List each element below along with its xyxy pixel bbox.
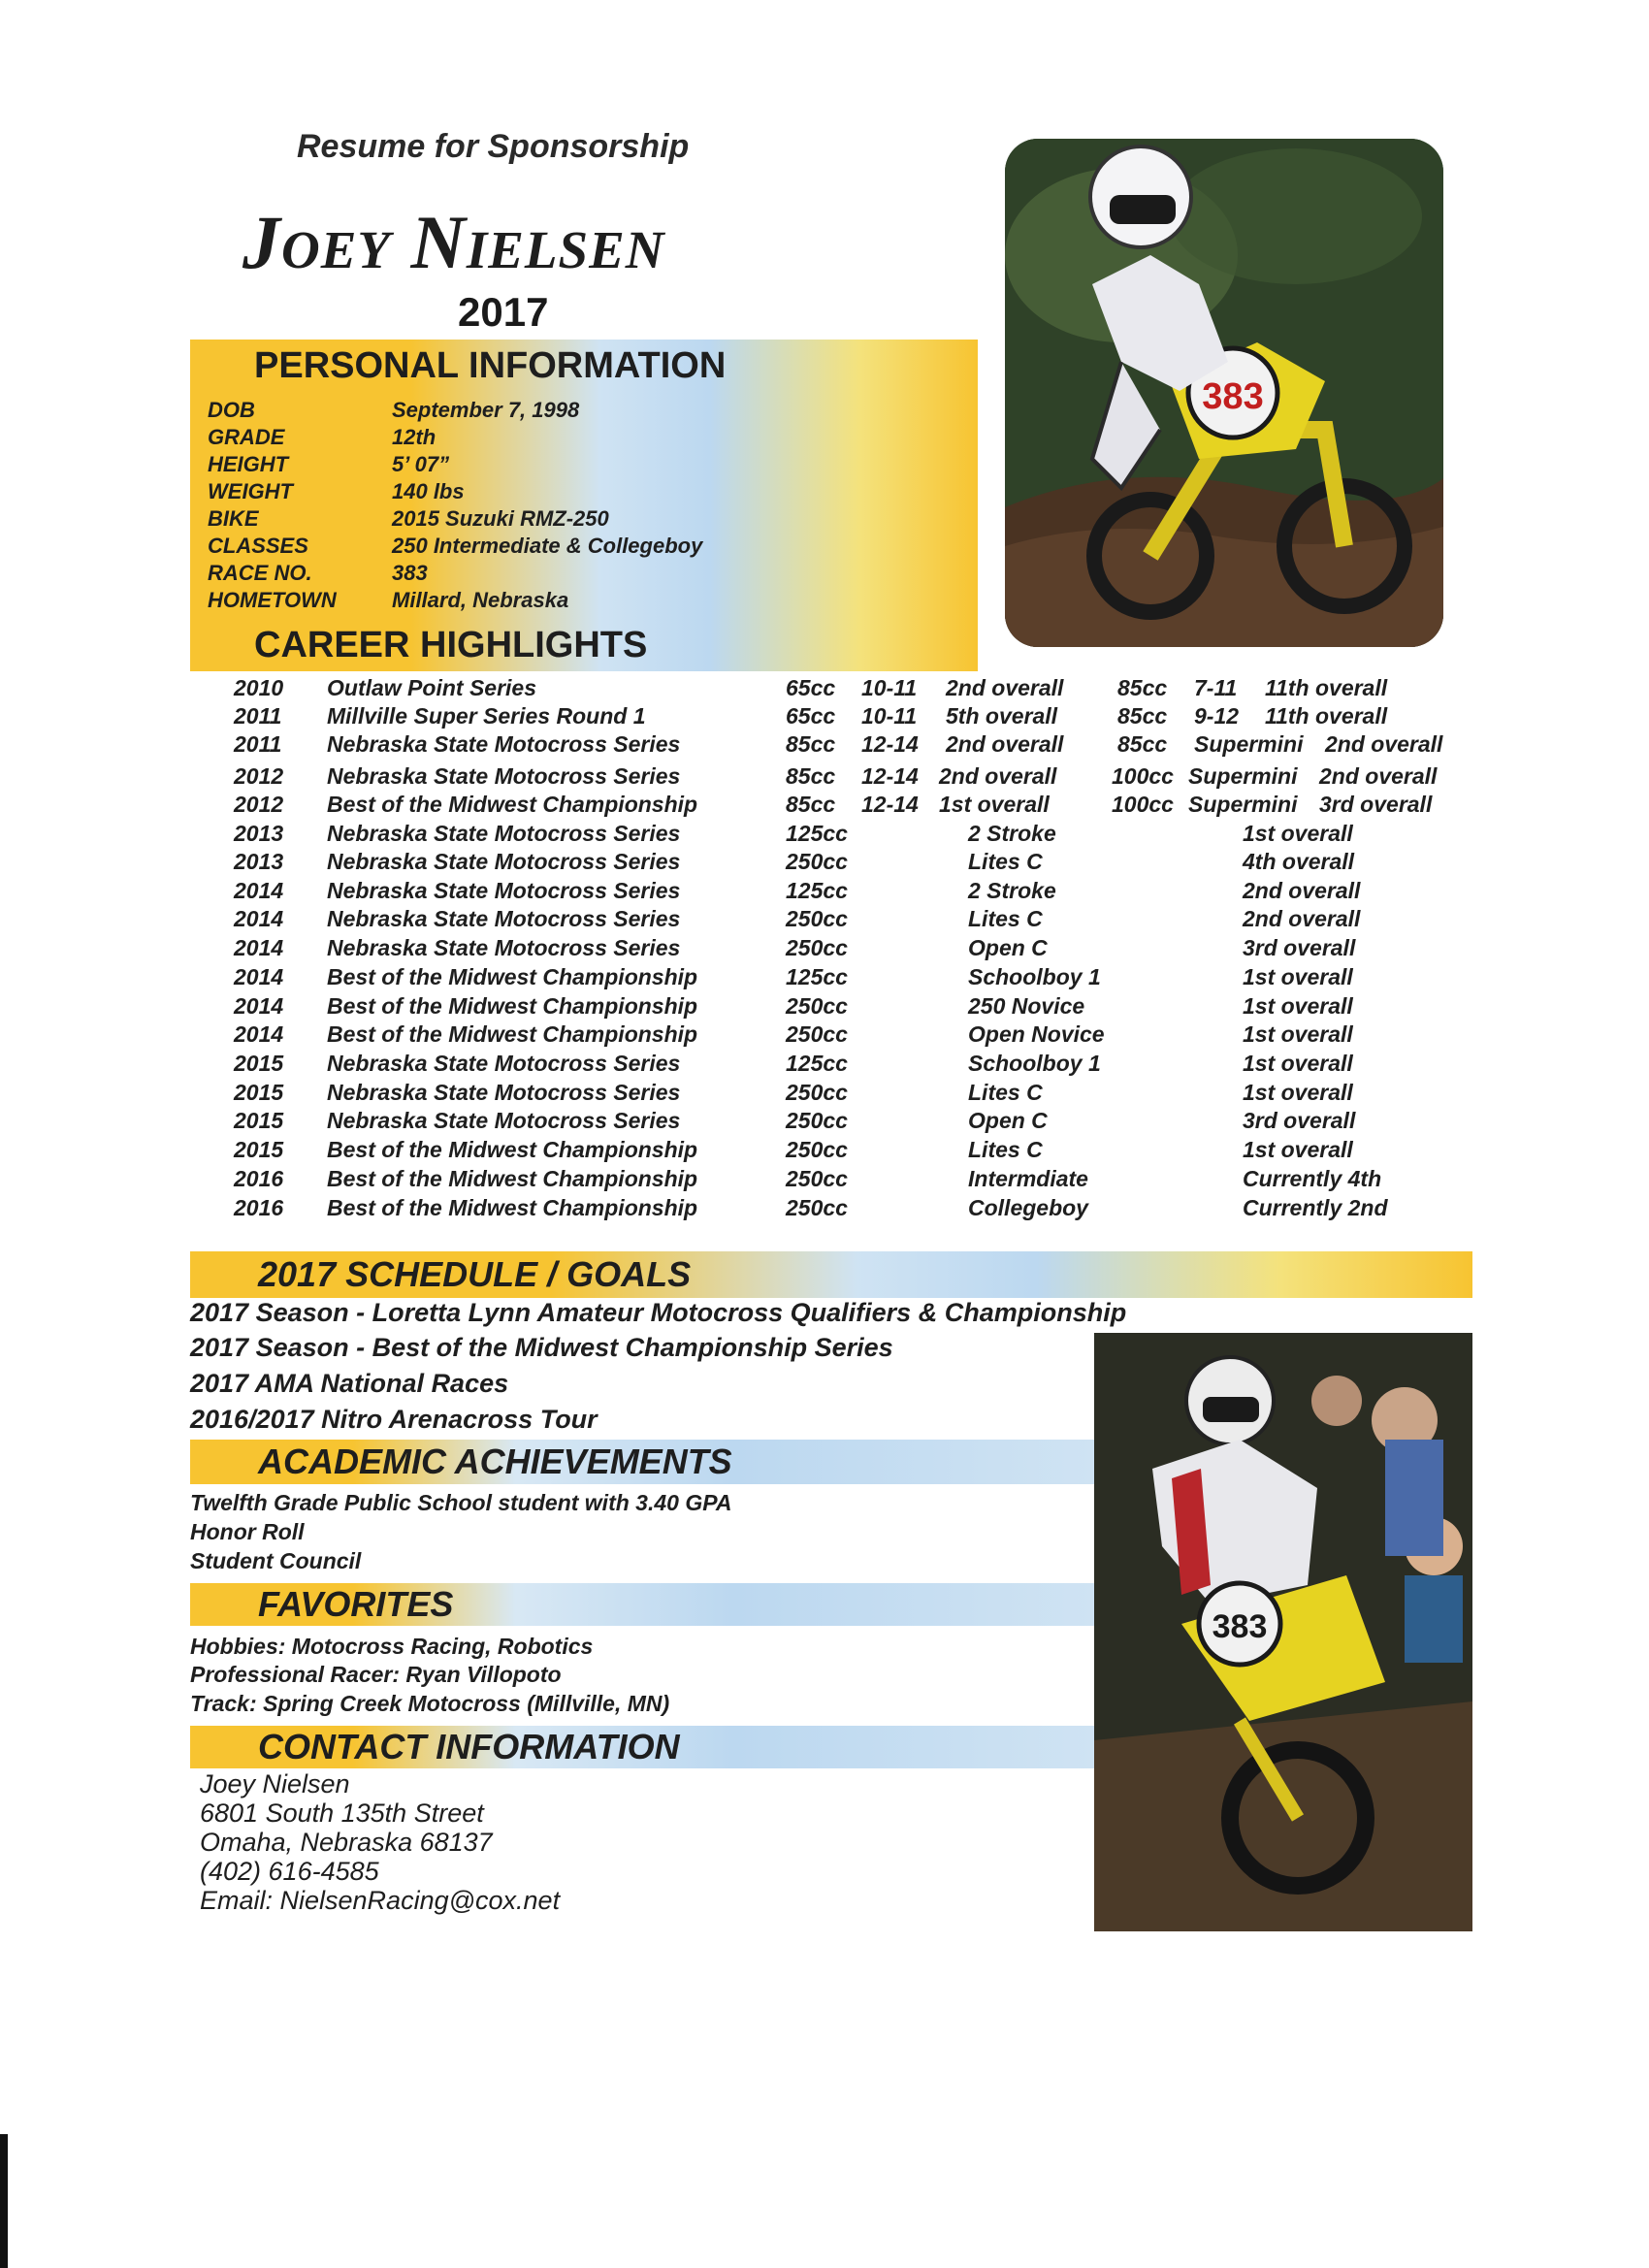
weight-value: 140 lbs bbox=[392, 479, 465, 503]
ch-result: 2nd overall bbox=[1243, 906, 1361, 931]
ch-class: Open C bbox=[968, 1108, 1048, 1133]
race-number-label: RACE NO. bbox=[208, 561, 312, 585]
resume-year: 2017 bbox=[458, 289, 549, 335]
ch-series: Nebraska State Motocross Series bbox=[327, 906, 681, 931]
ch-age: 12-14 bbox=[861, 763, 919, 789]
ch-cc: 250cc bbox=[786, 1195, 848, 1220]
ch-series: Best of the Midwest Championship bbox=[327, 1195, 698, 1220]
dob-value: September 7, 1998 bbox=[392, 398, 580, 422]
ch-cc: 250cc bbox=[786, 1137, 848, 1162]
ch-class: 2 Stroke bbox=[968, 878, 1056, 903]
bike-label: BIKE bbox=[208, 506, 259, 531]
ch-age: 10-11 bbox=[861, 675, 918, 700]
contact-city: Omaha, Nebraska 68137 bbox=[200, 1828, 493, 1857]
rider-action-photo-top bbox=[1005, 139, 1443, 647]
ch-result: 1st overall bbox=[1243, 993, 1353, 1019]
hometown-label: HOMETOWN bbox=[208, 588, 337, 612]
ch-cc: 125cc bbox=[786, 821, 848, 846]
ch-age-2: Supermini bbox=[1188, 763, 1298, 789]
ch-result: 1st overall bbox=[1243, 1137, 1353, 1162]
ch-result: 4th overall bbox=[1243, 849, 1355, 874]
ch-age: 10-11 bbox=[861, 703, 918, 729]
ch-year: 2014 bbox=[234, 878, 284, 903]
ch-class: Collegeboy bbox=[968, 1195, 1088, 1220]
grade-label: GRADE bbox=[208, 425, 285, 449]
personal-info-heading: PERSONAL INFORMATION bbox=[254, 345, 727, 386]
ch-year: 2015 bbox=[234, 1137, 284, 1162]
ch-year: 2012 bbox=[234, 792, 284, 817]
ch-year: 2012 bbox=[234, 763, 284, 789]
ch-year: 2015 bbox=[234, 1051, 284, 1076]
ch-year: 2011 bbox=[234, 731, 282, 757]
grade-value: 12th bbox=[392, 425, 436, 449]
ch-result: 2nd overall bbox=[946, 675, 1064, 700]
ch-series: Best of the Midwest Championship bbox=[327, 964, 698, 989]
academic-item: Student Council bbox=[190, 1548, 362, 1573]
ch-result-2: 2nd overall bbox=[1325, 731, 1443, 757]
personal-info-band bbox=[190, 340, 978, 671]
dob-label: DOB bbox=[208, 398, 255, 422]
ch-cc: 250cc bbox=[786, 1108, 848, 1133]
top-bib-number: 383 bbox=[1202, 376, 1264, 417]
ch-class: 2 Stroke bbox=[968, 821, 1056, 846]
ch-cc-2: 85cc bbox=[1117, 703, 1168, 729]
ch-result: 5th overall bbox=[946, 703, 1058, 729]
ch-class: 250 Novice bbox=[968, 993, 1085, 1019]
ch-result: Currently 2nd bbox=[1243, 1195, 1388, 1220]
ch-series: Millville Super Series Round 1 bbox=[327, 703, 646, 729]
ch-year: 2016 bbox=[234, 1166, 284, 1191]
ch-result: 2nd overall bbox=[946, 731, 1064, 757]
ch-series: Nebraska State Motocross Series bbox=[327, 763, 681, 789]
scan-edge-shadow bbox=[0, 2134, 8, 2268]
rider-action-photo-bottom bbox=[1094, 1333, 1472, 1931]
ch-year: 2011 bbox=[234, 703, 282, 729]
ch-cc-2: 100cc bbox=[1112, 792, 1174, 817]
ch-cc: 250cc bbox=[786, 1080, 848, 1105]
academic-item: Twelfth Grade Public School student with 3.40 GPA bbox=[190, 1490, 732, 1515]
schedule-item: 2017 AMA National Races bbox=[190, 1369, 509, 1398]
ch-year: 2014 bbox=[234, 906, 284, 931]
weight-label: WEIGHT bbox=[208, 479, 293, 503]
ch-cc: 125cc bbox=[786, 1051, 848, 1076]
ch-year: 2010 bbox=[234, 675, 284, 700]
ch-cc: 250cc bbox=[786, 906, 848, 931]
ch-age-2: 7-11 bbox=[1194, 675, 1238, 700]
ch-class: Schoolboy 1 bbox=[968, 1051, 1101, 1076]
ch-series: Best of the Midwest Championship bbox=[327, 1021, 698, 1047]
ch-result: 3rd overall bbox=[1243, 1108, 1356, 1133]
favorites-item: Hobbies: Motocross Racing, Robotics bbox=[190, 1634, 594, 1659]
ch-year: 2013 bbox=[234, 849, 284, 874]
bottom-bib-number: 383 bbox=[1212, 1608, 1268, 1645]
ch-class: Lites C bbox=[968, 1080, 1043, 1105]
ch-result: 3rd overall bbox=[1243, 935, 1356, 960]
contact-heading: CONTACT INFORMATION bbox=[258, 1727, 680, 1766]
ch-class: Open C bbox=[968, 935, 1048, 960]
ch-series: Nebraska State Motocross Series bbox=[327, 1080, 681, 1105]
ch-year: 2016 bbox=[234, 1195, 284, 1220]
ch-cc: 250cc bbox=[786, 993, 848, 1019]
schedule-heading: 2017 SCHEDULE / GOALS bbox=[258, 1254, 692, 1294]
ch-result: 1st overall bbox=[939, 792, 1050, 817]
schedule-item: 2017 Season - Loretta Lynn Amateur Motocross Qualifiers & Championship bbox=[190, 1298, 1127, 1327]
ch-year: 2014 bbox=[234, 964, 284, 989]
ch-cc-2: 100cc bbox=[1112, 763, 1174, 789]
ch-class: Lites C bbox=[968, 906, 1043, 931]
height-label: HEIGHT bbox=[208, 452, 289, 476]
ch-series: Best of the Midwest Championship bbox=[327, 1137, 698, 1162]
ch-class: Lites C bbox=[968, 1137, 1043, 1162]
ch-year: 2014 bbox=[234, 993, 284, 1019]
ch-series: Best of the Midwest Championship bbox=[327, 792, 698, 817]
ch-result: 1st overall bbox=[1243, 821, 1353, 846]
ch-cc: 125cc bbox=[786, 878, 848, 903]
favorites-item: Track: Spring Creek Motocross (Millville, MN) bbox=[190, 1691, 670, 1716]
ch-series: Nebraska State Motocross Series bbox=[327, 935, 681, 960]
ch-year: 2014 bbox=[234, 935, 284, 960]
schedule-item: 2016/2017 Nitro Arenacross Tour bbox=[190, 1405, 598, 1434]
ch-series: Outlaw Point Series bbox=[327, 675, 536, 700]
contact-email: Email: NielsenRacing@cox.net bbox=[200, 1886, 561, 1915]
ch-result: 1st overall bbox=[1243, 1080, 1353, 1105]
ch-year: 2013 bbox=[234, 821, 284, 846]
career-highlights-heading: CAREER HIGHLIGHTS bbox=[254, 625, 648, 665]
ch-class: Intermdiate bbox=[968, 1166, 1088, 1191]
ch-cc-2: 85cc bbox=[1117, 731, 1168, 757]
rider-name: Joey Nielsen bbox=[242, 200, 665, 284]
ch-year: 2015 bbox=[234, 1080, 284, 1105]
ch-cc: 250cc bbox=[786, 935, 848, 960]
classes-label: CLASSES bbox=[208, 534, 308, 558]
race-number-value: 383 bbox=[392, 561, 428, 585]
height-value: 5’ 07” bbox=[392, 452, 450, 476]
ch-result: 1st overall bbox=[1243, 964, 1353, 989]
ch-cc: 250cc bbox=[786, 849, 848, 874]
ch-series: Best of the Midwest Championship bbox=[327, 993, 698, 1019]
ch-result-2: 2nd overall bbox=[1319, 763, 1438, 789]
ch-cc: 85cc bbox=[786, 763, 836, 789]
ch-year: 2015 bbox=[234, 1108, 284, 1133]
ch-series: Nebraska State Motocross Series bbox=[327, 849, 681, 874]
ch-cc: 85cc bbox=[786, 792, 836, 817]
contact-name: Joey Nielsen bbox=[200, 1769, 350, 1798]
academic-heading: ACADEMIC ACHIEVEMENTS bbox=[258, 1442, 732, 1481]
ch-series: Nebraska State Motocross Series bbox=[327, 1108, 681, 1133]
ch-year: 2014 bbox=[234, 1021, 284, 1047]
favorites-heading: FAVORITES bbox=[258, 1584, 454, 1624]
ch-age: 12-14 bbox=[861, 731, 919, 757]
ch-age-2: Supermini bbox=[1194, 731, 1304, 757]
ch-result: 1st overall bbox=[1243, 1051, 1353, 1076]
motocross-rider-illustration bbox=[1005, 139, 1443, 647]
contact-street: 6801 South 135th Street bbox=[200, 1798, 484, 1828]
ch-result-2: 11th overall bbox=[1265, 675, 1388, 700]
ch-series: Best of the Midwest Championship bbox=[327, 1166, 698, 1191]
ch-cc: 250cc bbox=[786, 1166, 848, 1191]
contact-phone: (402) 616-4585 bbox=[200, 1857, 379, 1886]
schedule-item: 2017 Season - Best of the Midwest Championship Series bbox=[190, 1333, 893, 1362]
ch-cc: 250cc bbox=[786, 1021, 848, 1047]
document-subtitle: Resume for Sponsorship bbox=[297, 128, 690, 165]
arenacross-rider-illustration bbox=[1094, 1333, 1472, 1931]
favorites-item: Professional Racer: Ryan Villopoto bbox=[190, 1662, 562, 1687]
ch-series: Nebraska State Motocross Series bbox=[327, 821, 681, 846]
ch-class: Lites C bbox=[968, 849, 1043, 874]
ch-cc-2: 85cc bbox=[1117, 675, 1168, 700]
academic-item: Honor Roll bbox=[190, 1519, 305, 1544]
bike-value: 2015 Suzuki RMZ-250 bbox=[392, 506, 609, 531]
ch-cc: 65cc bbox=[786, 675, 836, 700]
ch-age: 12-14 bbox=[861, 792, 919, 817]
hometown-value: Millard, Nebraska bbox=[392, 588, 569, 612]
ch-age-2: Supermini bbox=[1188, 792, 1298, 817]
ch-result-2: 11th overall bbox=[1265, 703, 1388, 729]
ch-series: Nebraska State Motocross Series bbox=[327, 731, 681, 757]
ch-cc: 65cc bbox=[786, 703, 836, 729]
ch-result-2: 3rd overall bbox=[1319, 792, 1433, 817]
ch-age-2: 9-12 bbox=[1194, 703, 1240, 729]
ch-result: 2nd overall bbox=[1243, 878, 1361, 903]
ch-series: Nebraska State Motocross Series bbox=[327, 878, 681, 903]
ch-class: Open Novice bbox=[968, 1021, 1105, 1047]
ch-result: Currently 4th bbox=[1243, 1166, 1382, 1191]
ch-result: 2nd overall bbox=[939, 763, 1057, 789]
ch-series: Nebraska State Motocross Series bbox=[327, 1051, 681, 1076]
ch-class: Schoolboy 1 bbox=[968, 964, 1101, 989]
ch-cc: 85cc bbox=[786, 731, 836, 757]
ch-result: 1st overall bbox=[1243, 1021, 1353, 1047]
ch-cc: 125cc bbox=[786, 964, 848, 989]
classes-value: 250 Intermediate & Collegeboy bbox=[392, 534, 703, 558]
